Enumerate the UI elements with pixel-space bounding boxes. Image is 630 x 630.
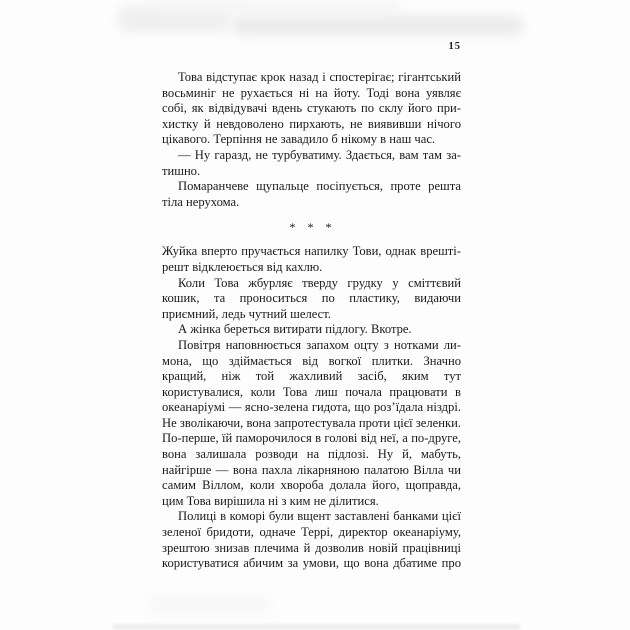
page-showthrough-blob [118, 6, 230, 32]
page-showthrough-blob [232, 15, 524, 36]
page-showthrough-blob [150, 2, 400, 14]
paragraph: Полиці в коморі були вщент заставлені банками цієї зеленої бридоти, одначе Террі, директор океанаріуму, зрештою знизав плечима й дозволив новій працівниці користуватися абичим за умови, що вона дбатиме про [162, 509, 461, 571]
paragraph: А жінка береться витирати підлогу. Вкотре. [178, 322, 412, 337]
paragraph: Това відступає крок назад і спостерігає; гігантський восьминіг не рухається ні на йоту. Тоді вона уявляє собі, як відвідувачі вдень стукають по склу його прихистку й невдоволено пирхають, не виявивши нічого цікавого. Терпіння не завадило б нікому в наш час. [162, 70, 461, 147]
section-separator: * * * [289, 220, 334, 235]
paragraph: Помаранчеве щупальце посіпується, проте решта тіла нерухома. [162, 179, 461, 209]
paragraph: Повітря наповнюється запахом оцту з нотками лимона, що здіймається від вогкої плитки. Значно кращий, ніж той жахливий засіб, яким тут користувалися, коли Това лиш почала працювати в океанаріумі — ясно-зелена гидота, що роз’їдала ніздрі. Не зволікаючи, вона запротестувала проти цієї зеленки. По-перше, їй паморочилося в голові від неї, а по-друге, вона залишала розводи на підлозі. Ну й, мабуть, найгірше — вона пахла лікарняною палатою Вілла чи самим Віллом, коли хвороба долала його, щоправда, цим Това вирішила ні з ким не ділитися. [162, 337, 461, 508]
next-page-edge [113, 624, 520, 630]
paragraph: — Ну гаразд, не турбуватиму. Здається, вам там затишно. [162, 147, 461, 178]
paragraph: Коли Това жбурляє тверду грудку у сміттєвий кошик, та проноситься по пластику, видаючи приємний, ледь чутний шелест. [162, 275, 461, 321]
paragraph: Жуйка вперто пручається напилку Тови, однак врешті-решт відклеюється від кахлю. [162, 244, 461, 274]
page-showthrough-blob [150, 596, 270, 614]
page-number: 15 [448, 41, 461, 52]
text-column [162, 70, 461, 572]
